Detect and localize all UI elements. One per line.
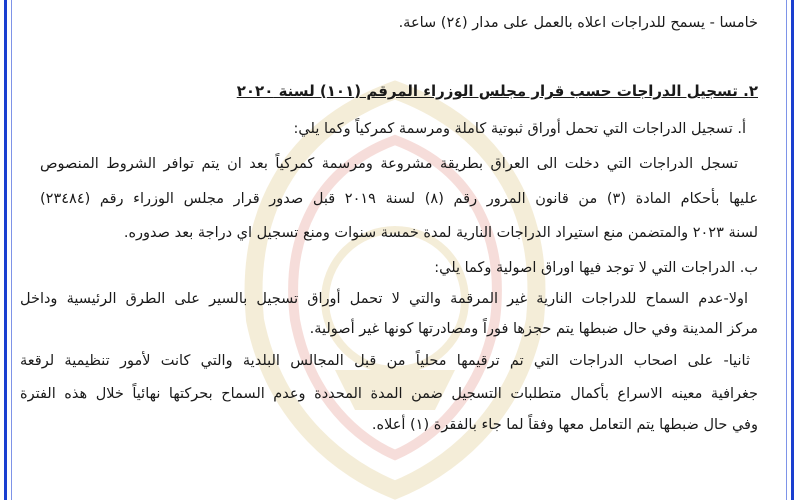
subsection-b-title: ب. الدراجات التي لا توجد فيها اوراق اصولية وكما يلي: [434,260,758,276]
paragraph-line: عليها بأحكام المادة (٣) من قانون المرور رقم (٨) لسنة ٢٠١٩ قبل صدور قرار مجلس الوزراء رقم (٢٣٤٨٤) [40,191,758,207]
document-body [20,0,758,500]
paragraph-line: وفي حال ضبطها يتم التعامل معها وفقاً لما جاء بالفقرة (١) أعلاه. [371,417,758,433]
subsection-a-title: أ. تسجيل الدراجات التي تحمل أوراق ثبوتية كاملة ومرسمة كمركياً وكما يلي: [293,121,746,137]
paragraph-line: ثانيا- على اصحاب الدراجات التي تم ترقيمها محلياً من قبل المجالس البلدية والتي كانت لأمور تنظيمية لرقعة [20,353,750,369]
paragraph-line: لسنة ٢٠٢٣ والمتضمن منع استيراد الدراجات النارية لمدة خمسة سنوات ومنع تسجيل اي دراجة بعد صدوره. [123,225,758,241]
section-heading: ٢. تسجيل الدراجات حسب قرار مجلس الوزراء المرقم (١٠١) لسنة ٢٠٢٠ [236,82,758,100]
paragraph-line: تسجل الدراجات التي دخلت الى العراق بطريقة مشروعة ومرسمة كمركياً بعد ان يتم توافر الشروط المنصوص [40,156,738,172]
paragraph-line: مركز المدينة وفي حال ضبطها يتم حجزها فوراً ومصادرتها كونها غير أصولية. [309,321,758,337]
paragraph-line: اولا-عدم السماح للدراجات النارية غير المرقمة والتي لا تحمل أوراق تسجيل بالسير على الطرق الرئيسية وداخل [20,291,748,307]
paragraph-line: جغرافية معينه الاسراع بأكمال متطلبات التسجيل ضمن المدة المحددة وعدم السماح بحركتها نهائياً خلال هذه الفترة [20,386,758,402]
paragraph-line: خامسا - يسمح للدراجات اعلاه بالعمل على مدار (٢٤) ساعة. [398,15,758,31]
